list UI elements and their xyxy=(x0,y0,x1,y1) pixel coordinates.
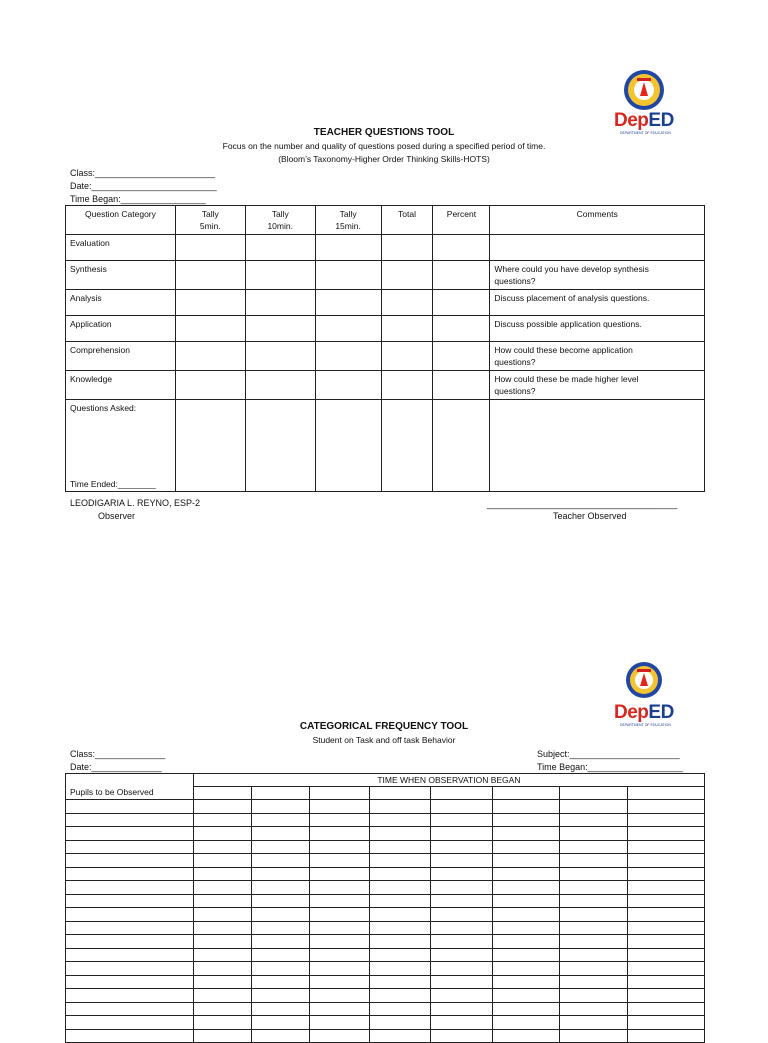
table-row xyxy=(66,894,705,908)
observation-cell[interactable] xyxy=(369,827,431,841)
observation-cell[interactable] xyxy=(193,894,251,908)
pupil-name-cell[interactable] xyxy=(66,894,194,908)
observation-cell[interactable] xyxy=(493,908,560,922)
observation-cell[interactable] xyxy=(560,1002,628,1016)
observation-cell[interactable] xyxy=(560,1029,628,1043)
category-cell: Analysis xyxy=(66,290,176,316)
observation-cell[interactable] xyxy=(251,1029,309,1043)
observation-cell[interactable] xyxy=(628,948,705,962)
freq-tool-subtitle: Student on Task and off task Behavior xyxy=(312,735,456,745)
date-field[interactable]: Date:_________________________ xyxy=(70,181,217,191)
observation-cell[interactable] xyxy=(493,989,560,1003)
table-row xyxy=(66,908,705,922)
observation-cell[interactable] xyxy=(309,921,369,935)
observation-cell[interactable] xyxy=(251,827,309,841)
observation-cell[interactable] xyxy=(251,854,309,868)
observation-cell[interactable] xyxy=(628,975,705,989)
observation-cell[interactable] xyxy=(628,908,705,922)
observation-cell[interactable] xyxy=(309,881,369,895)
observation-cell[interactable] xyxy=(628,1002,705,1016)
category-cell: Application xyxy=(66,316,176,342)
observation-cell[interactable] xyxy=(431,867,493,881)
freq-tool-title: CATEGORICAL FREQUENCY TOOL xyxy=(299,721,469,732)
table-row xyxy=(66,290,705,316)
observation-cell[interactable] xyxy=(251,867,309,881)
observation-cell[interactable] xyxy=(493,881,560,895)
observation-cell[interactable] xyxy=(369,989,431,1003)
observation-cell[interactable] xyxy=(628,962,705,976)
observation-cell[interactable] xyxy=(560,854,628,868)
observation-cell[interactable] xyxy=(251,908,309,922)
observation-cell[interactable] xyxy=(193,948,251,962)
table-row xyxy=(66,342,705,371)
observation-cell[interactable] xyxy=(628,827,705,841)
observation-cell[interactable] xyxy=(369,1016,431,1030)
observation-cell[interactable] xyxy=(309,827,369,841)
observation-cell[interactable] xyxy=(431,827,493,841)
observation-cell[interactable] xyxy=(493,867,560,881)
observation-cell[interactable] xyxy=(309,935,369,949)
observation-cell[interactable] xyxy=(193,840,251,854)
observation-cell[interactable] xyxy=(431,948,493,962)
table-row xyxy=(66,800,705,814)
table-row xyxy=(66,962,705,976)
table-row xyxy=(66,827,705,841)
observation-cell[interactable] xyxy=(369,894,431,908)
observation-cell[interactable] xyxy=(560,840,628,854)
pupil-name-cell[interactable] xyxy=(66,813,194,827)
observation-cell[interactable] xyxy=(628,867,705,881)
comment-cell: Discuss placement of analysis questions. xyxy=(490,290,705,316)
table-row xyxy=(66,235,705,261)
observation-cell[interactable] xyxy=(560,867,628,881)
observation-cell[interactable] xyxy=(431,1029,493,1043)
pupil-name-cell[interactable] xyxy=(66,989,194,1003)
pupil-name-cell[interactable] xyxy=(66,854,194,868)
observation-cell[interactable] xyxy=(369,908,431,922)
category-cell: Synthesis xyxy=(66,261,176,290)
observation-cell[interactable] xyxy=(251,989,309,1003)
observation-cell[interactable] xyxy=(493,840,560,854)
observation-cell[interactable] xyxy=(251,921,309,935)
pupil-name-cell[interactable] xyxy=(66,908,194,922)
observation-cell[interactable] xyxy=(560,908,628,922)
category-cell: Knowledge xyxy=(66,371,176,400)
pupil-name-cell[interactable] xyxy=(66,867,194,881)
observation-cell[interactable] xyxy=(309,894,369,908)
table-row xyxy=(66,1029,705,1043)
pupil-name-cell[interactable] xyxy=(66,1016,194,1030)
brand-ed: ED xyxy=(648,702,674,723)
comment-cell: Where could you have develop synthesis questions? xyxy=(490,261,705,290)
deped-logo xyxy=(606,660,686,730)
brand-ed: ED xyxy=(648,110,674,131)
observation-cell[interactable] xyxy=(193,989,251,1003)
table-row xyxy=(66,989,705,1003)
observation-cell[interactable] xyxy=(628,935,705,949)
observation-cell[interactable] xyxy=(431,921,493,935)
observation-cell[interactable] xyxy=(309,908,369,922)
questions-asked-row xyxy=(66,400,705,492)
observation-cell[interactable] xyxy=(628,894,705,908)
observation-cell[interactable] xyxy=(560,921,628,935)
observation-cell[interactable] xyxy=(493,1002,560,1016)
observation-cell[interactable] xyxy=(628,813,705,827)
freq-subject-field[interactable]: Subject:______________________ xyxy=(537,749,680,759)
comment-cell: How could these become application questions? xyxy=(490,342,705,371)
observation-cell[interactable] xyxy=(628,1016,705,1030)
questions-asked-cell[interactable] xyxy=(66,400,176,492)
observation-cell[interactable] xyxy=(493,894,560,908)
teacher-tool-subtitle-1: Focus on the number and quality of questions posed during a specified period of time. xyxy=(222,141,546,151)
observation-cell[interactable] xyxy=(560,1016,628,1030)
observation-cell[interactable] xyxy=(193,813,251,827)
observation-cell[interactable] xyxy=(309,975,369,989)
observation-cell[interactable] xyxy=(560,800,628,814)
observation-cell[interactable] xyxy=(193,867,251,881)
header-percent: Percent xyxy=(433,206,490,235)
observation-cell[interactable] xyxy=(193,1002,251,1016)
observation-cell[interactable] xyxy=(309,1016,369,1030)
table-row xyxy=(66,881,705,895)
observation-cell[interactable] xyxy=(193,854,251,868)
brand-dep: Dep xyxy=(614,110,649,131)
questions-asked-label: Questions Asked: xyxy=(70,403,137,413)
frequency-table xyxy=(65,773,705,1043)
observation-cell[interactable] xyxy=(431,894,493,908)
pupil-name-cell[interactable] xyxy=(66,975,194,989)
table-row xyxy=(66,371,705,400)
freq-date-field[interactable]: Date:______________ xyxy=(70,762,162,772)
observation-cell[interactable] xyxy=(560,894,628,908)
observation-cell[interactable] xyxy=(193,800,251,814)
observation-cell[interactable] xyxy=(309,1029,369,1043)
header-tally-10: Tally 10min. xyxy=(245,206,315,235)
observation-cell[interactable] xyxy=(431,800,493,814)
observation-cell[interactable] xyxy=(309,1002,369,1016)
pupil-name-cell[interactable] xyxy=(66,881,194,895)
observation-cell[interactable] xyxy=(309,854,369,868)
observation-cell[interactable] xyxy=(493,813,560,827)
observation-cell[interactable] xyxy=(628,800,705,814)
header-category: Question Category xyxy=(66,206,176,235)
category-cell: Comprehension xyxy=(66,342,176,371)
observation-cell[interactable] xyxy=(628,989,705,1003)
observation-cell[interactable] xyxy=(251,948,309,962)
observation-cell[interactable] xyxy=(369,921,431,935)
observation-cell[interactable] xyxy=(431,1016,493,1030)
observation-cell[interactable] xyxy=(369,840,431,854)
observation-cell[interactable] xyxy=(628,881,705,895)
table-row xyxy=(66,921,705,935)
brand-tagline: DEPARTMENT OF EDUCATION xyxy=(620,723,671,727)
observation-cell[interactable] xyxy=(431,854,493,868)
pupil-name-cell[interactable] xyxy=(66,935,194,949)
observation-cell[interactable] xyxy=(628,921,705,935)
header-tally-5: Tally 5min. xyxy=(175,206,245,235)
observation-cell[interactable] xyxy=(493,1029,560,1043)
observation-cell[interactable] xyxy=(628,854,705,868)
teacher-tool-subtitle-2: (Bloom’s Taxonomy-Higher Order Thinking Skills-HOTS) xyxy=(278,154,490,164)
observation-cell[interactable] xyxy=(193,881,251,895)
observation-cell[interactable] xyxy=(369,881,431,895)
observation-cell[interactable] xyxy=(193,1016,251,1030)
pupil-name-cell[interactable] xyxy=(66,962,194,976)
observation-cell[interactable] xyxy=(431,989,493,1003)
observation-cell[interactable] xyxy=(493,962,560,976)
observation-cell[interactable] xyxy=(251,881,309,895)
teacher-observed-label: Teacher Observed xyxy=(553,511,627,521)
observation-cell[interactable] xyxy=(369,800,431,814)
table-row xyxy=(66,840,705,854)
observation-cell[interactable] xyxy=(193,827,251,841)
observation-cell[interactable] xyxy=(560,881,628,895)
table-row xyxy=(66,1002,705,1016)
observation-cell[interactable] xyxy=(560,813,628,827)
observation-cell[interactable] xyxy=(431,840,493,854)
observation-cell[interactable] xyxy=(493,921,560,935)
observation-cell[interactable] xyxy=(431,881,493,895)
freq-class-field[interactable]: Class:______________ xyxy=(70,749,166,759)
teacher-tool-title: TEACHER QUESTIONS TOOL xyxy=(313,127,455,138)
observation-cell[interactable] xyxy=(369,1002,431,1016)
pupil-name-cell[interactable] xyxy=(66,800,194,814)
observation-cell[interactable] xyxy=(193,975,251,989)
observation-cell[interactable] xyxy=(431,962,493,976)
table-row xyxy=(66,1016,705,1030)
pupil-name-cell[interactable] xyxy=(66,840,194,854)
observation-cell[interactable] xyxy=(431,813,493,827)
observation-cell[interactable] xyxy=(628,840,705,854)
observation-cell[interactable] xyxy=(309,813,369,827)
observation-cell[interactable] xyxy=(431,1002,493,1016)
observation-cell[interactable] xyxy=(628,1029,705,1043)
header-comments: Comments xyxy=(490,206,705,235)
observation-cell[interactable] xyxy=(431,935,493,949)
observation-cell[interactable] xyxy=(369,813,431,827)
table-row xyxy=(66,935,705,949)
observation-cell[interactable] xyxy=(493,854,560,868)
teacher-signature-line[interactable]: ______________________________________ xyxy=(487,499,678,509)
observation-cell[interactable] xyxy=(369,935,431,949)
observation-cell[interactable] xyxy=(369,948,431,962)
comment-cell: How could these be made higher level questions? xyxy=(490,371,705,400)
observation-cell[interactable] xyxy=(369,854,431,868)
observation-cell[interactable] xyxy=(309,867,369,881)
time-began-field[interactable]: Time Began:_________________ xyxy=(70,194,206,204)
table-row xyxy=(66,948,705,962)
table-row xyxy=(66,867,705,881)
category-cell: Evaluation xyxy=(66,235,176,261)
observation-cell[interactable] xyxy=(369,975,431,989)
observation-cell[interactable] xyxy=(309,800,369,814)
brand-tagline: DEPARTMENT OF EDUCATION xyxy=(620,131,671,135)
observation-cell[interactable] xyxy=(193,921,251,935)
observation-cell[interactable] xyxy=(431,908,493,922)
observation-cell[interactable] xyxy=(251,1002,309,1016)
pupils-header: Pupils to be Observed xyxy=(66,774,194,800)
observer-label: Observer xyxy=(98,511,136,521)
observation-cell[interactable] xyxy=(369,962,431,976)
observation-cell[interactable] xyxy=(309,948,369,962)
observation-cell[interactable] xyxy=(493,935,560,949)
pupil-name-cell[interactable] xyxy=(66,827,194,841)
observation-cell[interactable] xyxy=(369,1029,431,1043)
table-row xyxy=(66,813,705,827)
brand-dep: Dep xyxy=(614,702,649,723)
observation-cell[interactable] xyxy=(251,935,309,949)
time-ended-field[interactable]: Time Ended:________ xyxy=(70,479,156,489)
table-row xyxy=(66,316,705,342)
table-row xyxy=(66,975,705,989)
header-tally-15: Tally 15min. xyxy=(315,206,381,235)
table-header-row xyxy=(66,206,705,235)
observation-cell[interactable] xyxy=(309,962,369,976)
observation-cell[interactable] xyxy=(369,867,431,881)
observation-cell[interactable] xyxy=(193,935,251,949)
observation-cell[interactable] xyxy=(560,935,628,949)
observation-cell[interactable] xyxy=(560,989,628,1003)
time-header: TIME WHEN OBSERVATION BEGAN xyxy=(193,774,704,787)
observation-cell[interactable] xyxy=(560,827,628,841)
observation-cell[interactable] xyxy=(493,948,560,962)
pupil-name-cell[interactable] xyxy=(66,921,194,935)
observation-cell[interactable] xyxy=(251,840,309,854)
table-row xyxy=(66,261,705,290)
observation-cell[interactable] xyxy=(193,962,251,976)
observation-cell[interactable] xyxy=(431,975,493,989)
class-field[interactable]: Class:________________________ xyxy=(70,168,216,178)
observation-cell[interactable] xyxy=(493,975,560,989)
observation-cell[interactable] xyxy=(309,989,369,1003)
observation-cell[interactable] xyxy=(251,800,309,814)
pupil-name-cell[interactable] xyxy=(66,1029,194,1043)
comment-cell: Discuss possible application questions. xyxy=(490,316,705,342)
observation-cell[interactable] xyxy=(193,1029,251,1043)
observation-cell[interactable] xyxy=(493,1016,560,1030)
observation-cell[interactable] xyxy=(251,1016,309,1030)
observation-cell[interactable] xyxy=(251,894,309,908)
observation-cell[interactable] xyxy=(560,975,628,989)
observation-cell[interactable] xyxy=(251,813,309,827)
observation-cell[interactable] xyxy=(560,962,628,976)
observation-cell[interactable] xyxy=(309,840,369,854)
observation-cell[interactable] xyxy=(251,975,309,989)
observation-cell[interactable] xyxy=(493,827,560,841)
header-total: Total xyxy=(381,206,433,235)
pupil-name-cell[interactable] xyxy=(66,948,194,962)
table-row xyxy=(66,854,705,868)
pupil-name-cell[interactable] xyxy=(66,1002,194,1016)
freq-time-began-field[interactable]: Time Began:___________________ xyxy=(537,762,683,772)
observation-cell[interactable] xyxy=(251,962,309,976)
observation-cell[interactable] xyxy=(560,948,628,962)
comment-cell xyxy=(490,235,705,261)
teacher-questions-table xyxy=(65,205,705,492)
observation-cell[interactable] xyxy=(493,800,560,814)
observation-cell[interactable] xyxy=(193,908,251,922)
observer-name: LEODIGARIA L. REYNO, ESP-2 xyxy=(70,498,201,508)
